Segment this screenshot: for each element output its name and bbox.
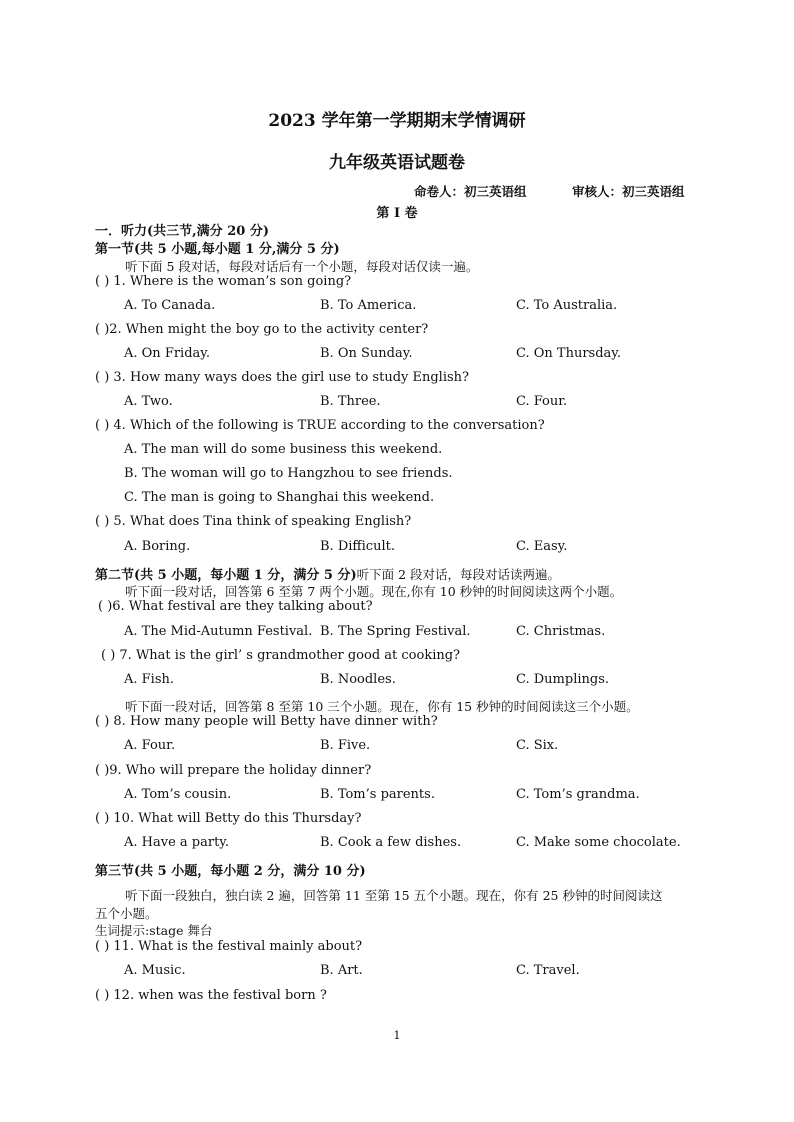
q9-option-c: C. Tom’s grandma. bbox=[516, 787, 640, 802]
question-4: ( ) 4. Which of the following is TRUE according to the conversation? bbox=[95, 418, 545, 433]
q2-option-c: C. On Thursday. bbox=[516, 346, 622, 361]
q8-option-a: A. Four. bbox=[124, 738, 176, 753]
q6-option-a: A. The Mid-Autumn Festival. bbox=[124, 624, 313, 639]
q11-option-c: C. Travel. bbox=[516, 963, 580, 978]
question-7: ( ) 7. What is the girl’ s grandmother good at cooking? bbox=[101, 648, 461, 663]
question-8: ( ) 8. How many people will Betty have dinner with? bbox=[95, 714, 438, 729]
q7-option-a: A. Fish. bbox=[124, 672, 175, 687]
vocabulary-hint: 生词提示:stage 舞台 bbox=[95, 923, 213, 938]
q10-option-a: A. Have a party. bbox=[124, 835, 230, 850]
q9-option-a: A. Tom’s cousin. bbox=[124, 787, 232, 802]
q8-option-b: B. Five. bbox=[320, 738, 371, 753]
q4-option-b: B. The woman will go to Hangzhou to see friends. bbox=[124, 466, 453, 481]
section3-instructions-line1: 听下面一段独白，独白读 2 遍，回答第 11 至第 15 五个小题。现在，你有 25 秒钟的时间阅读这 bbox=[125, 888, 663, 903]
question-12: ( ) 12. when was the festival born ? bbox=[95, 988, 327, 1003]
section2-heading-line bbox=[95, 564, 560, 583]
question-11: ( ) 11. What is the festival mainly about? bbox=[95, 939, 363, 954]
q7-option-c: C. Dumplings. bbox=[516, 672, 610, 687]
q6-option-c: C. Christmas. bbox=[516, 624, 606, 639]
question-2: ( )2. When might the boy go to the activity center? bbox=[95, 322, 429, 337]
q7-option-b: B. Noodles. bbox=[320, 672, 396, 687]
question-10: ( ) 10. What will Betty do this Thursday? bbox=[95, 811, 362, 826]
q3-option-b: B. Three. bbox=[320, 394, 381, 409]
section2-instructions-2: 听下面一段对话，回答第 8 至第 10 三个小题。现在，你有 15 秒钟的时间阅读这三个小题。 bbox=[125, 699, 639, 714]
q8-option-c: C. Six. bbox=[516, 738, 559, 753]
q4-option-a: A. The man will do some business this weekend. bbox=[124, 442, 443, 457]
exam-subtitle: 九年级英语试题卷 bbox=[329, 153, 465, 173]
question-9: ( )9. Who will prepare the holiday dinner? bbox=[95, 763, 372, 778]
section2-instructions-1: 听下面一段对话，回答第 6 至第 7 两个小题。现在,你有 10 秒钟的时间阅读这两个小题。 bbox=[125, 584, 623, 599]
q6-option-b: B. The Spring Festival. bbox=[320, 624, 471, 639]
section1-instructions: 听下面 5 段对话，每段对话后有一个小题，每段对话仅读一遍。 bbox=[125, 259, 479, 274]
section3-instructions-line2: 五个小题。 bbox=[95, 906, 158, 921]
q10-option-b: B. Cook a few dishes. bbox=[320, 835, 462, 850]
part-heading: 一．听力(共三节,满分 20 分) bbox=[95, 224, 269, 239]
q2-option-b: B. On Sunday. bbox=[320, 346, 413, 361]
question-6: ( )6. What festival are they talking about? bbox=[98, 599, 373, 614]
q2-option-a: A. On Friday. bbox=[124, 346, 211, 361]
page-number: 1 bbox=[393, 1029, 401, 1042]
question-5: ( ) 5. What does Tina think of speaking English? bbox=[95, 514, 412, 529]
reviewer-label: 审核人：初三英语组 bbox=[572, 184, 685, 199]
section2-heading-tail: 听下面 2 段对话，每段对话读两遍。 bbox=[356, 567, 560, 582]
section3-heading: 第三节(共 5 小题，每小题 2 分，满分 10 分) bbox=[95, 864, 366, 879]
q5-option-b: B. Difficult. bbox=[320, 539, 395, 554]
q11-option-b: B. Art. bbox=[320, 963, 363, 978]
author-label: 命卷人：初三英语组 bbox=[414, 184, 527, 199]
q3-option-c: C. Four. bbox=[516, 394, 568, 409]
volume-label: 第 I 卷 bbox=[376, 206, 418, 221]
q3-option-a: A. Two. bbox=[124, 394, 173, 409]
question-1: ( ) 1. Where is the woman’s son going? bbox=[95, 274, 352, 289]
section1-heading: 第一节(共 5 小题,每小题 1 分,满分 5 分) bbox=[95, 242, 340, 257]
q1-option-b: B. To America. bbox=[320, 298, 417, 313]
q1-option-a: A. To Canada. bbox=[124, 298, 216, 313]
q1-option-c: C. To Australia. bbox=[516, 298, 618, 313]
q5-option-c: C. Easy. bbox=[516, 539, 568, 554]
q5-option-a: A. Boring. bbox=[124, 539, 191, 554]
q9-option-b: B. Tom’s parents. bbox=[320, 787, 435, 802]
exam-title: 2023 学年第一学期期末学情调研 bbox=[268, 111, 526, 131]
q11-option-a: A. Music. bbox=[124, 963, 186, 978]
q10-option-c: C. Make some chocolate. bbox=[516, 835, 681, 850]
section2-heading: 第二节(共 5 小题，每小题 1 分，满分 5 分) bbox=[95, 568, 357, 583]
q4-option-c: C. The man is going to Shanghai this weekend. bbox=[124, 490, 435, 505]
question-3: ( ) 3. How many ways does the girl use to study English? bbox=[95, 370, 470, 385]
